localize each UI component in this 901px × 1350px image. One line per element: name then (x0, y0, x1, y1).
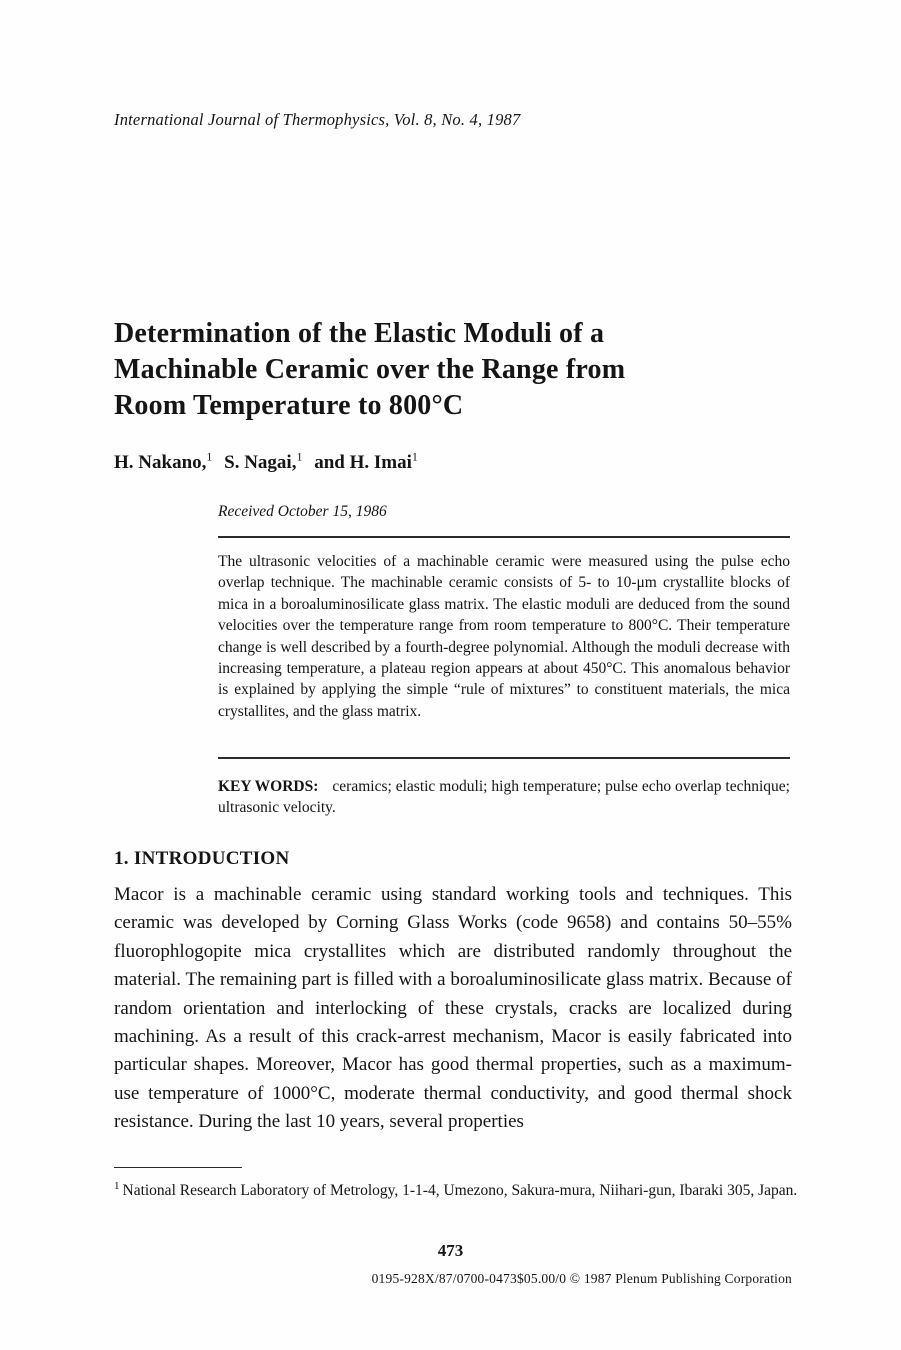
keywords-text: ceramics; elastic moduli; high temperature; pulse echo overlap technique; ultrasonic velocity. (218, 778, 790, 817)
author-1: H. Nakano,$^1$ (114, 449, 213, 473)
title-line-2: Machinable Ceramic over the Range from (114, 354, 626, 385)
footnote-text: National Research Laboratory of Metrology, 1-1-4, Umezono, Sakura-mura, Niihari-gun, Ibaraki 305, Japan. (122, 1182, 798, 1199)
abstract-bottom-rule (218, 757, 790, 759)
title-line-1: Determination of the Elastic Moduli of a (114, 318, 605, 349)
author-1-affiliation-marker: 1 (206, 449, 213, 464)
footnote (114, 1180, 802, 1201)
section-heading-introduction: 1. INTRODUCTION (114, 848, 290, 869)
paper-title (114, 316, 714, 424)
author-2: S. Nagai,$^1$ (224, 449, 303, 473)
journal-header: International Journal of Thermophysics, Vol. 8, No. 4, 1987 (114, 110, 521, 129)
footnote-marker: 1 (114, 1179, 120, 1192)
copyright-line: 0195-928X/87/0700-0473$05.00/0 © 1987 Plenum Publishing Corporation (371, 1271, 792, 1286)
abstract-top-rule (218, 536, 790, 538)
footnote-rule (114, 1167, 242, 1168)
author-3: and H. Imai$^1$ (314, 449, 418, 473)
introduction-paragraph: Macor is a machinable ceramic using standard working tools and techniques. This ceramic was developed by Corning Glass Works (code 9658) and contains 50–55% fluorophlogopite mica crystallites which are distributed randomly throughout the material. The remaining part is filled with a boroaluminosilicate glass matrix. Because of random orientation and interlocking of these crystals, cracks are localized during machining. As a result of this crack-arrest mechanism, Macor is easily fabricated into particular shapes. Moreover, Macor has good thermal properties, such as a maximum-use temperature of 1000°C, moderate thermal conductivity, and good thermal shock resistance. During the last 10 years, several properties (114, 884, 792, 1133)
keywords-block (218, 776, 790, 819)
page-number: 473 (437, 1241, 464, 1260)
abstract-paragraph: The ultrasonic velocities of a machinable ceramic were measured using the pulse echo overlap technique. The machinable ceramic consists of 5- to 10-μm crystallite blocks of mica in a boroaluminosilicate glass matrix. The elastic moduli are deduced from the sound velocities over the temperature range from room temperature to 800°C. Their temperature change is well described by a fourth-degree polynomial. Although the moduli decrease with increasing temperature, a plateau region appears at about 450°C. This anomalous behavior is explained by applying the simple “rule of mixtures” to constituent materials, the mica crystallites, and the glass matrix. (218, 553, 790, 720)
author-3-affiliation-marker: 1 (411, 449, 418, 464)
received-date: Received October 15, 1986 (218, 503, 387, 520)
author-list (114, 449, 425, 474)
author-2-affiliation-marker: 1 (296, 449, 303, 464)
title-line-3: Room Temperature to 800°C (114, 390, 464, 421)
keywords-label: KEY WORDS: (218, 778, 319, 795)
